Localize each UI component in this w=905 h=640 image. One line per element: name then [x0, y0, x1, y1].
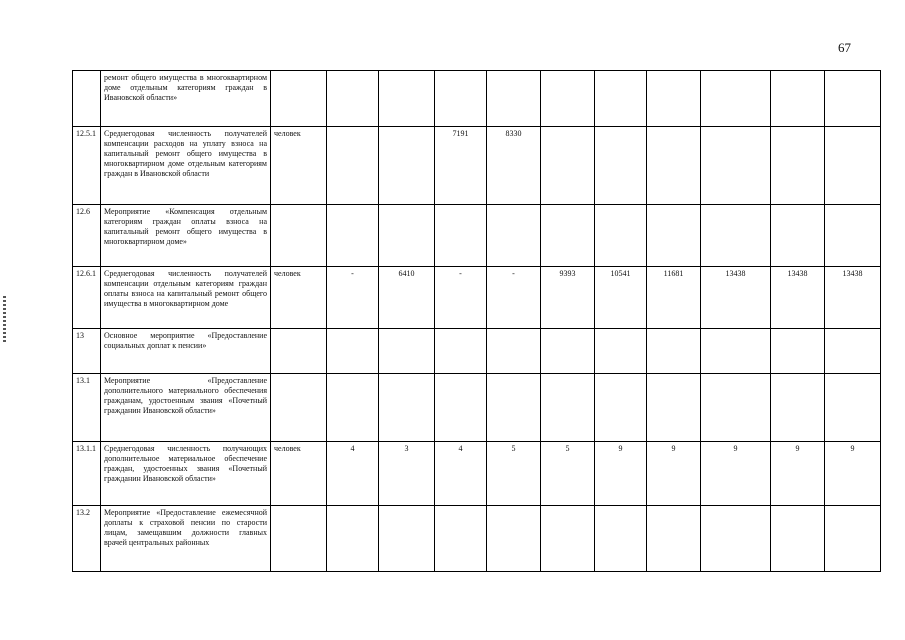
value-cell — [701, 329, 771, 374]
value-cell — [487, 506, 541, 572]
value-cell — [327, 127, 379, 205]
row-description: Мероприятие «Компенсация отдельным категориям граждан оплаты взноса на капитальный ремонт общего имущества в многоквартирном доме» — [101, 205, 271, 267]
value-cell — [435, 374, 487, 442]
value-cell — [379, 329, 435, 374]
value-cell: 13438 — [701, 267, 771, 329]
value-cell — [541, 506, 595, 572]
value-cell: 4 — [327, 442, 379, 506]
value-cell — [541, 127, 595, 205]
row-unit: человек — [271, 442, 327, 506]
table-body — [73, 71, 881, 572]
value-cell — [487, 205, 541, 267]
page-number: 67 — [838, 40, 851, 55]
value-cell — [379, 205, 435, 267]
value-cell — [825, 205, 881, 267]
value-cell: - — [327, 267, 379, 329]
value-cell — [825, 127, 881, 205]
row-number: 13.1.1 — [73, 442, 101, 506]
table-row — [73, 127, 881, 205]
value-cell: 13438 — [771, 267, 825, 329]
value-cell: - — [435, 267, 487, 329]
row-number — [73, 71, 101, 127]
value-cell: 5 — [487, 442, 541, 506]
value-cell — [379, 374, 435, 442]
value-cell — [771, 374, 825, 442]
row-description: Мероприятие «Предоставление дополнительного материального обеспечения гражданам, удостоенным звания «Почетный гражданин Ивановской области» — [101, 374, 271, 442]
value-cell: 4 — [435, 442, 487, 506]
value-cell: 13438 — [825, 267, 881, 329]
value-cell — [825, 506, 881, 572]
value-cell — [701, 506, 771, 572]
table-row — [73, 442, 881, 506]
value-cell: 9 — [825, 442, 881, 506]
table-row — [73, 71, 881, 127]
value-cell — [701, 205, 771, 267]
value-cell — [327, 506, 379, 572]
row-number: 13.1 — [73, 374, 101, 442]
row-number: 13 — [73, 329, 101, 374]
value-cell: 9 — [771, 442, 825, 506]
value-cell: 8330 — [487, 127, 541, 205]
value-cell: 3 — [379, 442, 435, 506]
row-unit — [271, 205, 327, 267]
value-cell — [379, 71, 435, 127]
value-cell — [825, 329, 881, 374]
row-unit — [271, 506, 327, 572]
row-unit — [271, 374, 327, 442]
row-number: 12.6.1 — [73, 267, 101, 329]
row-description: Среднегодовая численность получающих дополнительное материальное обеспечение граждан, удостоенных звания «Почетный гражданин Ивановской области» — [101, 442, 271, 506]
value-cell — [647, 506, 701, 572]
value-cell — [435, 205, 487, 267]
value-cell — [327, 205, 379, 267]
value-cell — [701, 127, 771, 205]
value-cell — [647, 374, 701, 442]
value-cell — [647, 127, 701, 205]
value-cell — [327, 329, 379, 374]
indicators-table — [72, 70, 881, 572]
value-cell — [435, 329, 487, 374]
value-cell — [771, 329, 825, 374]
table-row — [73, 506, 881, 572]
value-cell — [541, 205, 595, 267]
table-row — [73, 374, 881, 442]
value-cell: 11681 — [647, 267, 701, 329]
row-number: 12.5.1 — [73, 127, 101, 205]
value-cell: 7191 — [435, 127, 487, 205]
value-cell: 9 — [595, 442, 647, 506]
row-unit — [271, 71, 327, 127]
table-row — [73, 205, 881, 267]
value-cell: 9 — [647, 442, 701, 506]
value-cell: 9393 — [541, 267, 595, 329]
value-cell — [825, 374, 881, 442]
value-cell — [487, 71, 541, 127]
value-cell — [541, 329, 595, 374]
value-cell — [647, 329, 701, 374]
value-cell — [647, 71, 701, 127]
row-description: Среднегодовая численность получателей компенсации отдельным категориям граждан оплаты взноса на капитальный ремонт общего имущества в многоквартирном доме — [101, 267, 271, 329]
value-cell — [595, 71, 647, 127]
row-description: ремонт общего имущества в многоквартирном доме отдельным категориям граждан в Ивановской области» — [101, 71, 271, 127]
value-cell — [647, 205, 701, 267]
value-cell — [595, 374, 647, 442]
row-description: Мероприятие «Предоставление ежемесячной доплаты к страховой пенсии по старости лицам, замещавшим должности главных врачей центральных районных — [101, 506, 271, 572]
value-cell: 9 — [701, 442, 771, 506]
value-cell — [771, 506, 825, 572]
value-cell: - — [487, 267, 541, 329]
value-cell — [541, 71, 595, 127]
value-cell — [327, 374, 379, 442]
value-cell — [327, 71, 379, 127]
value-cell — [435, 506, 487, 572]
value-cell — [487, 329, 541, 374]
value-cell — [595, 127, 647, 205]
row-description: Среднегодовая численность получателей компенсации расходов на уплату взноса на капитальный ремонт общего имущества в многоквартирном доме отдельным категориям граждан в Ивановской области — [101, 127, 271, 205]
table-row — [73, 329, 881, 374]
row-number: 12.6 — [73, 205, 101, 267]
value-cell — [771, 205, 825, 267]
value-cell — [701, 71, 771, 127]
row-description: Основное мероприятие «Предоставление социальных доплат к пенсии» — [101, 329, 271, 374]
value-cell: 6410 — [379, 267, 435, 329]
value-cell — [595, 329, 647, 374]
value-cell: 10541 — [595, 267, 647, 329]
table-row — [73, 267, 881, 329]
margin-scan-mark — [3, 296, 6, 342]
value-cell — [379, 127, 435, 205]
value-cell — [771, 127, 825, 205]
row-unit: человек — [271, 127, 327, 205]
row-number: 13.2 — [73, 506, 101, 572]
value-cell — [379, 506, 435, 572]
value-cell: 5 — [541, 442, 595, 506]
value-cell — [825, 71, 881, 127]
value-cell — [487, 374, 541, 442]
value-cell — [541, 374, 595, 442]
value-cell — [771, 71, 825, 127]
row-unit: человек — [271, 267, 327, 329]
value-cell — [435, 71, 487, 127]
value-cell — [595, 506, 647, 572]
value-cell — [701, 374, 771, 442]
value-cell — [595, 205, 647, 267]
row-unit — [271, 329, 327, 374]
